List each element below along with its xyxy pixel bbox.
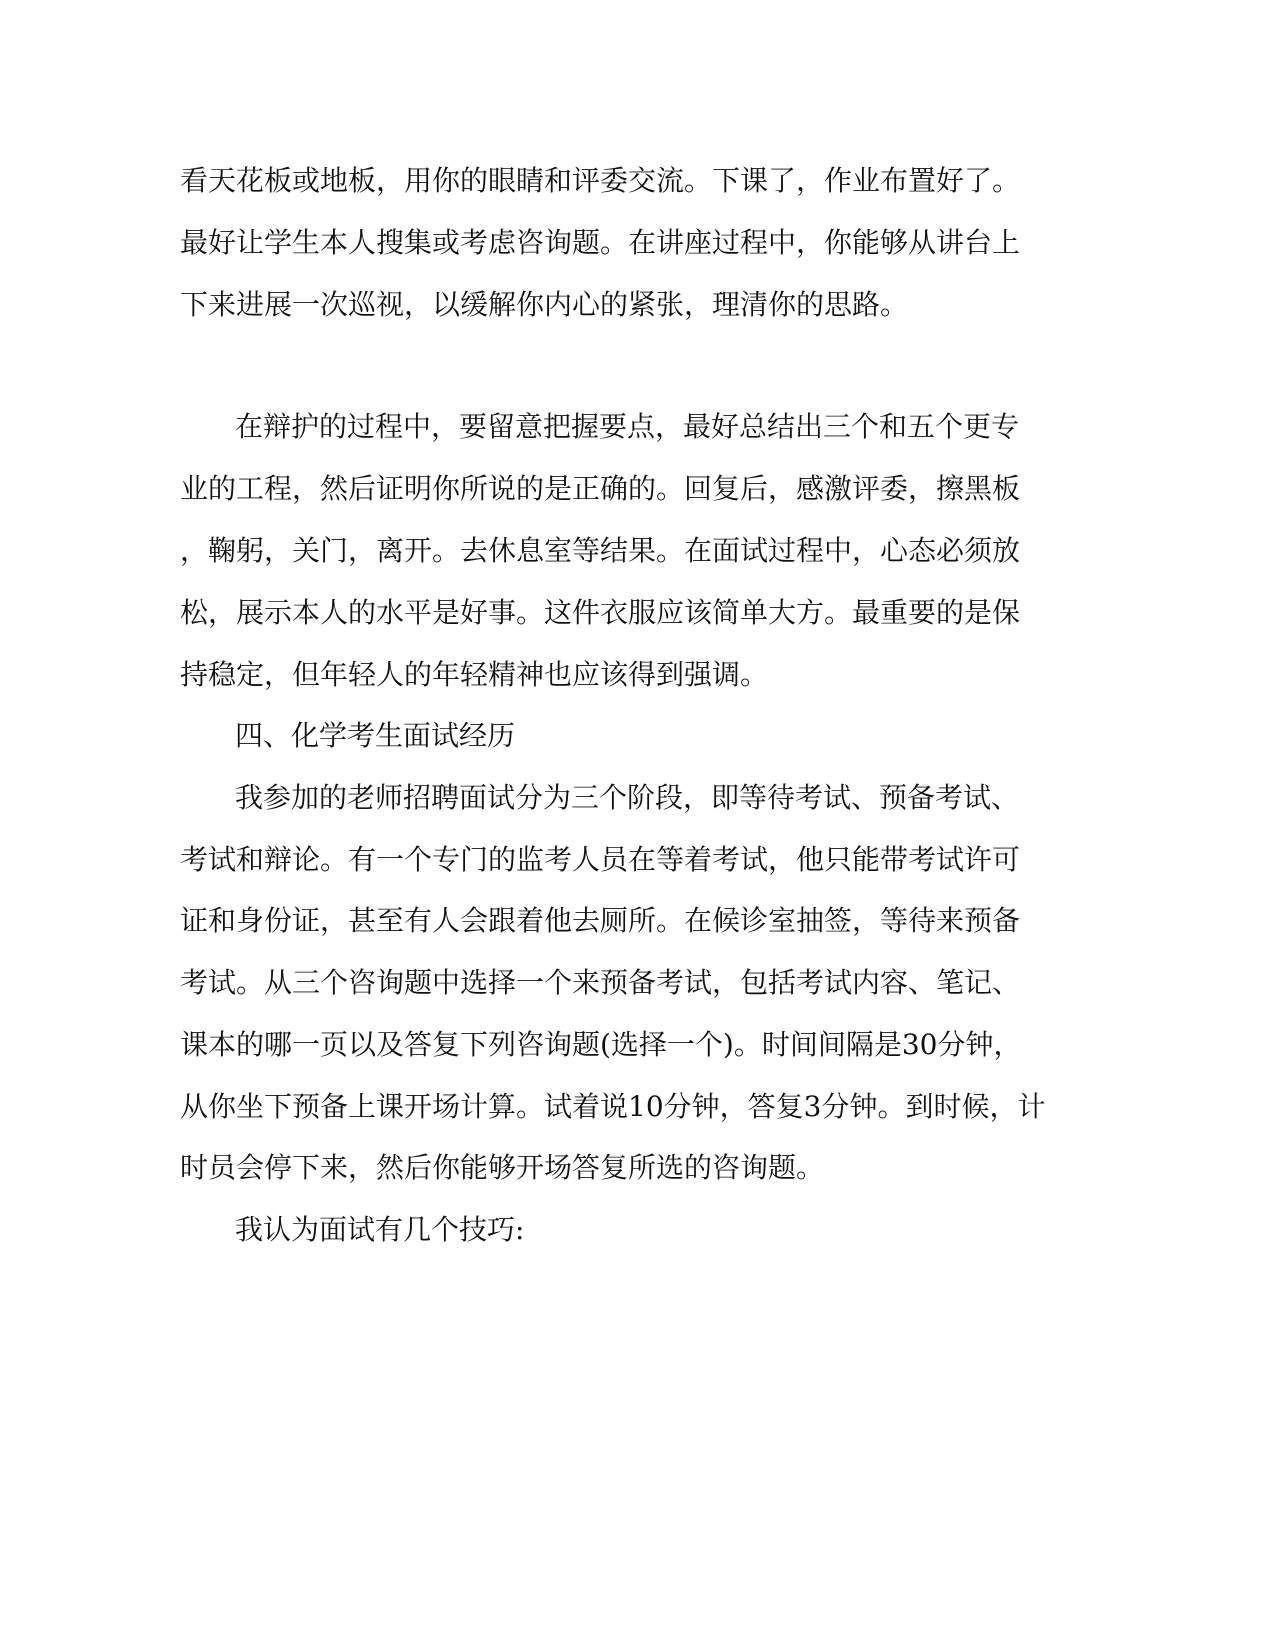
paragraph-2-line-2: 业的工程，然后证明你所说的是正确的。回复后，感激评委，擦黑板	[180, 472, 1021, 505]
paragraph-3-line-5: 课本的哪一页以及答复下列咨询题(选择一个)。时间间隔是30分钟，	[180, 1028, 1022, 1061]
paragraph-2-line-3: ，鞠躬，关门，离开。去休息室等结果。在面试过程中，心态必须放	[180, 534, 1021, 567]
paragraph-4-line-1: 我认为面试有几个技巧:	[235, 1213, 525, 1246]
paragraph-2-line-5: 持稳定，但年轻人的年轻精神也应该得到强调。	[180, 658, 769, 691]
paragraph-1-line-1: 看天花板或地板，用你的眼睛和评委交流。下课了，作业布置好了。	[180, 164, 1021, 197]
paragraph-2-line-4: 松，展示本人的水平是好事。这件衣服应该简单大方。最重要的是保	[180, 596, 1021, 629]
paragraph-3-line-3: 证和身份证，甚至有人会跟着他去厕所。在候诊室抽签，等待来预备	[180, 904, 1021, 937]
paragraph-3-line-6: 从你坐下预备上课开场计算。试着说10分钟，答复3分钟。到时候，计	[180, 1090, 1046, 1123]
paragraph-1-line-3: 下来进展一次巡视，以缓解你内心的紧张，理清你的思路。	[180, 288, 909, 321]
paragraph-2-line-1: 在辩护的过程中，要留意把握要点，最好总结出三个和五个更专	[235, 410, 1020, 443]
paragraph-3-line-7: 时员会停下来，然后你能够开场答复所选的咨询题。	[180, 1151, 825, 1184]
paragraph-3-line-1: 我参加的老师招聘面试分为三个阶段，即等待考试、预备考试、	[235, 781, 1020, 814]
paragraph-1-line-2: 最好让学生本人搜集或考虑咨询题。在讲座过程中，你能够从讲台上	[180, 226, 1021, 259]
section-heading: 四、化学考生面试经历	[235, 719, 516, 752]
paragraph-3-line-2: 考试和辩论。有一个专门的监考人员在等着考试，他只能带考试许可	[180, 843, 1021, 876]
paragraph-3-line-4: 考试。从三个咨询题中选择一个来预备考试，包括考试内容、笔记、	[180, 966, 1021, 999]
